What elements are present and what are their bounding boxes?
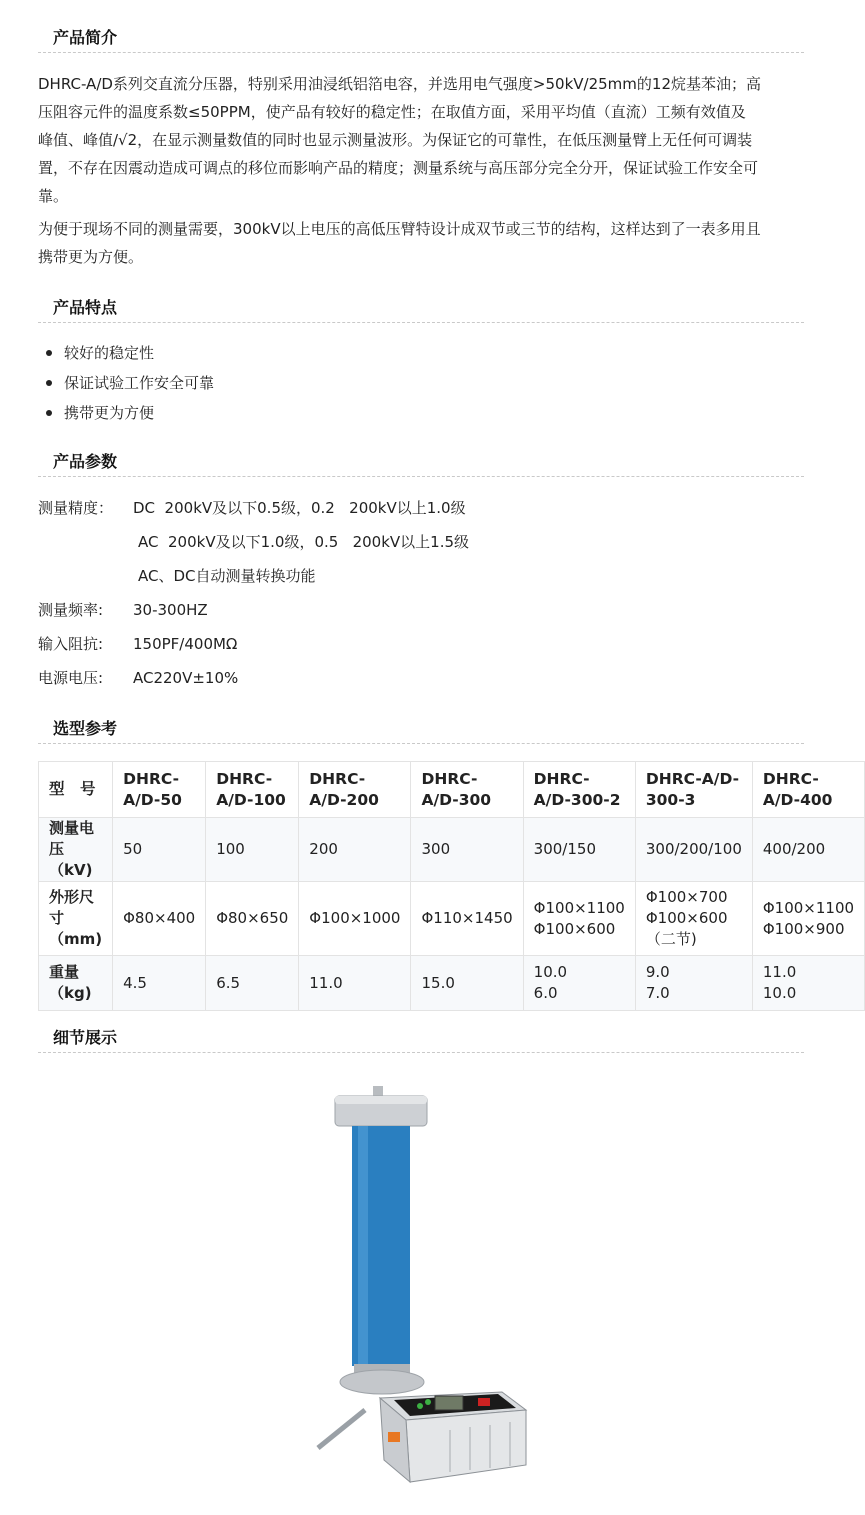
- intro-paragraph-1: [38, 70, 808, 210]
- table-row: [39, 956, 865, 1011]
- feature-item: 携带更为方便: [38, 398, 808, 428]
- bullet-icon: [46, 410, 52, 416]
- intro-line: DHRC-A/D系列交直流分压器，特别采用油浸纸铝箔电容，并选用电气强度>50kV/25mm的12烷基苯油；高: [38, 75, 761, 93]
- table-cell: 11.0: [299, 956, 411, 1011]
- case-front: [406, 1410, 526, 1482]
- table-cell: 400/200: [752, 818, 864, 882]
- table-cell: 15.0: [411, 956, 523, 1011]
- lcd-display: [435, 1396, 463, 1410]
- param-label-impedance: 输入阻抗:: [38, 635, 104, 653]
- table-cell: 200: [299, 818, 411, 882]
- table-cell: Φ80×400: [113, 882, 206, 956]
- base-flange: [340, 1370, 424, 1394]
- table-header-cell: DHRC-A/D-100: [206, 762, 299, 818]
- section-header-intro: [38, 10, 804, 53]
- intro-line: 靠。: [38, 187, 69, 205]
- bullet-icon: [46, 350, 52, 356]
- param-value-frequency: 30-300HZ: [133, 601, 208, 619]
- param-value-accuracy-dc: DC 200kV及以下0.5级，0.2 200kV以上1.0级: [133, 499, 466, 517]
- intro-line: 携带更为方便。: [38, 248, 144, 266]
- table-row-header: 重量（kg): [39, 956, 113, 1011]
- section-header-selection: [38, 701, 804, 744]
- param-label-accuracy: 测量精度：: [38, 499, 114, 517]
- table-cell: 10.0 6.0: [523, 956, 635, 1011]
- table-cell: 300: [411, 818, 523, 882]
- intro-line: 为便于现场不同的测量需要，300kV以上电压的高低压臂特设计成双节或三节的结构，这样达到了一表多用且: [38, 220, 761, 238]
- table-header-cell: DHRC-A/D-300: [411, 762, 523, 818]
- param-row-impedance: [38, 627, 808, 661]
- section-header-params: [38, 434, 804, 477]
- voltage-divider-illustration: [270, 1080, 500, 1500]
- table-header-cell: DHRC-A/D-200: [299, 762, 411, 818]
- param-label-frequency: 测量频率:: [38, 601, 104, 619]
- table-row: [39, 882, 865, 956]
- param-row-accuracy-ac: [38, 525, 808, 559]
- table-cell: Φ110×1450: [411, 882, 523, 956]
- table-header-cell: DHRC-A/D-50: [113, 762, 206, 818]
- table-header-cell: DHRC-A/D-300-3: [635, 762, 752, 818]
- product-photo: [270, 1080, 500, 1500]
- param-row-frequency: [38, 593, 808, 627]
- section-header-detail: [38, 1010, 804, 1053]
- intro-line: 峰值、峰值/√2，在显示测量数值的同时也显示测量波形。为保证它的可靠性，在低压测量臂上无任何可调装: [38, 131, 753, 149]
- table-cell: 11.0 10.0: [752, 956, 864, 1011]
- param-row-power: [38, 661, 808, 695]
- tripod-leg: [318, 1410, 365, 1448]
- table-cell: Φ100×1100 Φ100×600: [523, 882, 635, 956]
- feature-item: 保证试验工作安全可靠: [38, 368, 808, 398]
- table-cell: 50: [113, 818, 206, 882]
- param-value-power: AC220V±10%: [133, 669, 239, 687]
- warning-label-icon: [388, 1432, 400, 1442]
- table-cell: 300/150: [523, 818, 635, 882]
- selection-table: [38, 761, 865, 1011]
- param-row-accuracy-auto: [38, 559, 808, 593]
- table-header-cell: 型 号: [39, 762, 113, 818]
- section-title-selection: 选型参考: [53, 719, 118, 738]
- table-cell: Φ80×650: [206, 882, 299, 956]
- table-cell: 100: [206, 818, 299, 882]
- table-header-row: [39, 762, 865, 818]
- table-header-cell: DHRC-A/D-400: [752, 762, 864, 818]
- param-value-accuracy-ac: AC 200kV及以下1.0级，0.5 200kV以上1.5级: [138, 533, 470, 551]
- table-cell: 300/200/100: [635, 818, 752, 882]
- table-row: [39, 818, 865, 882]
- table-header-cell: DHRC-A/D-300-2: [523, 762, 635, 818]
- indicator-light-icon: [417, 1403, 423, 1409]
- tube-highlight: [358, 1126, 368, 1366]
- table-cell: 4.5: [113, 956, 206, 1011]
- bullet-icon: [46, 380, 52, 386]
- section-title-detail: 细节展示: [53, 1028, 118, 1047]
- intro-paragraph-2: [38, 215, 808, 271]
- table-cell: Φ100×1000: [299, 882, 411, 956]
- intro-line: 压阻容元件的温度系数≤50PPM，使产品有较好的稳定性；在取值方面，采用平均值（直流）工频有效值及: [38, 103, 746, 121]
- table-row-header: 测量电压（kV): [39, 818, 113, 882]
- top-cap-highlight: [335, 1096, 427, 1104]
- param-value-impedance: 150PF/400MΩ: [133, 635, 238, 653]
- feature-list: [38, 338, 808, 428]
- section-header-features: [38, 280, 804, 323]
- section-title-intro: 产品简介: [53, 28, 118, 47]
- section-title-features: 产品特点: [53, 298, 118, 317]
- param-label-power: 电源电压:: [38, 669, 104, 687]
- param-row-accuracy-dc: [38, 491, 808, 525]
- table-cell: Φ100×700 Φ100×600（二节): [635, 882, 752, 956]
- indicator-light-icon: [425, 1399, 431, 1405]
- table-cell: 6.5: [206, 956, 299, 1011]
- section-title-params: 产品参数: [53, 452, 118, 471]
- feature-item: 较好的稳定性: [38, 338, 808, 368]
- param-value-accuracy-auto: AC、DC自动测量转换功能: [138, 567, 316, 585]
- intro-line: 置，不存在因震动造成可调点的移位而影响产品的精度；测量系统与高压部分完全分开，保证试验工作安全可: [38, 159, 759, 177]
- table-cell: 9.0 7.0: [635, 956, 752, 1011]
- table-cell: Φ100×1100 Φ100×900: [752, 882, 864, 956]
- table-row-header: 外形尺寸（mm): [39, 882, 113, 956]
- power-switch-icon: [478, 1398, 490, 1406]
